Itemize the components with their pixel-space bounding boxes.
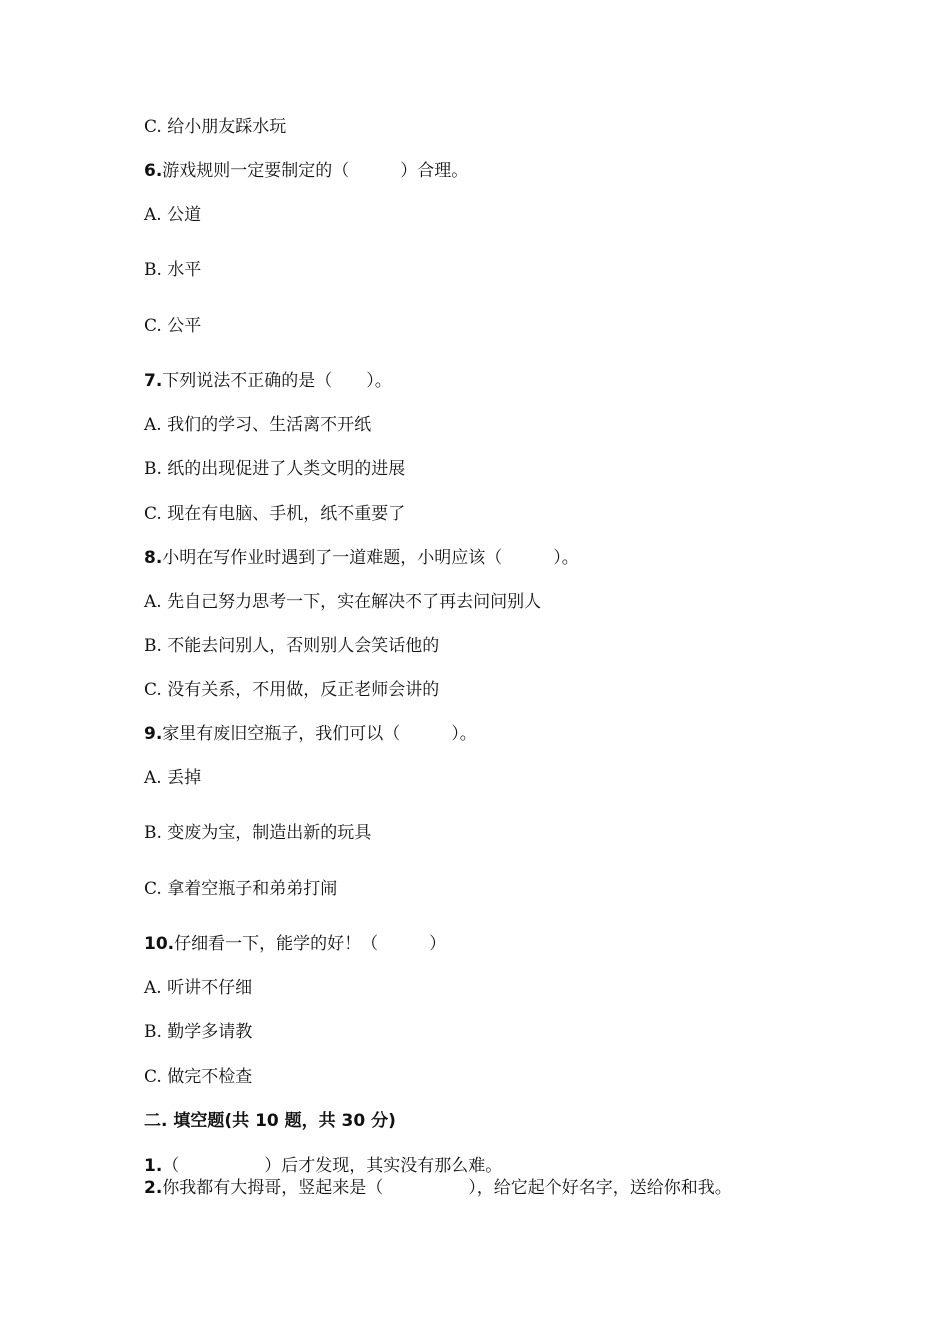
- question-10: [144, 933, 446, 955]
- question-6: [144, 160, 468, 182]
- question-number: 7.: [144, 371, 163, 391]
- question-text: 游戏规则一定要制定的（ ）合理。: [162, 161, 469, 181]
- question-number: 10.: [144, 934, 175, 954]
- q6-option-a: A. 公道: [144, 205, 202, 225]
- question-8: [144, 547, 579, 569]
- question-9: [144, 723, 477, 745]
- q7-option-a: A. 我们的学习、生活离不开纸: [144, 415, 372, 435]
- q6-option-b: B. 水平: [144, 260, 202, 280]
- question-text: 小明在写作业时遇到了一道难题，小明应该（ ）。: [162, 548, 579, 568]
- question-number: 1.: [144, 1156, 163, 1176]
- q8-option-a: A. 先自己努力思考一下，实在解决不了再去问问别人: [144, 592, 542, 612]
- question-text: 仔细看一下，能学的好！（ ）: [174, 934, 447, 954]
- q8-option-b: B. 不能去问别人，否则别人会笑话他的: [144, 636, 440, 656]
- q8-option-c: C. 没有关系，不用做，反正老师会讲的: [144, 680, 440, 700]
- question-text: 家里有废旧空瓶子，我们可以（ ）。: [162, 724, 477, 744]
- question-number: 9.: [144, 724, 163, 744]
- q7-option-c: C. 现在有电脑、手机，纸不重要了: [144, 504, 406, 524]
- fill-question-1: [144, 1155, 502, 1177]
- q10-option-a: A. 听讲不仔细: [144, 978, 253, 998]
- question-text: 你我都有大拇哥，竖起来是（ ），给它起个好名字，送给你和我。: [162, 1178, 732, 1198]
- question-number: 8.: [144, 548, 163, 568]
- section-title: 二. 填空题(共 10 题，共 30 分): [144, 1111, 396, 1131]
- q7-option-b: B. 纸的出现促进了人类文明的进展: [144, 459, 406, 479]
- q9-option-b: B. 变废为宝，制造出新的玩具: [144, 823, 372, 843]
- question-7: [144, 370, 392, 392]
- q10-option-b: B. 勤学多请教: [144, 1022, 253, 1042]
- q9-option-c: C. 拿着空瓶子和弟弟打闹: [144, 879, 338, 899]
- question-number: 6.: [144, 161, 163, 181]
- q10-option-c: C. 做完不检查: [144, 1067, 253, 1087]
- question-text: 下列说法不正确的是（ ）。: [162, 371, 392, 391]
- q6-option-c: C. 公平: [144, 316, 202, 336]
- question-number: 2.: [144, 1178, 163, 1198]
- fill-question-2: [144, 1177, 732, 1199]
- q5-option-c: C. 给小朋友踩水玩: [144, 117, 287, 137]
- question-text: （ ）后才发现，其实没有那么难。: [162, 1156, 503, 1176]
- q9-option-a: A. 丢掉: [144, 768, 202, 788]
